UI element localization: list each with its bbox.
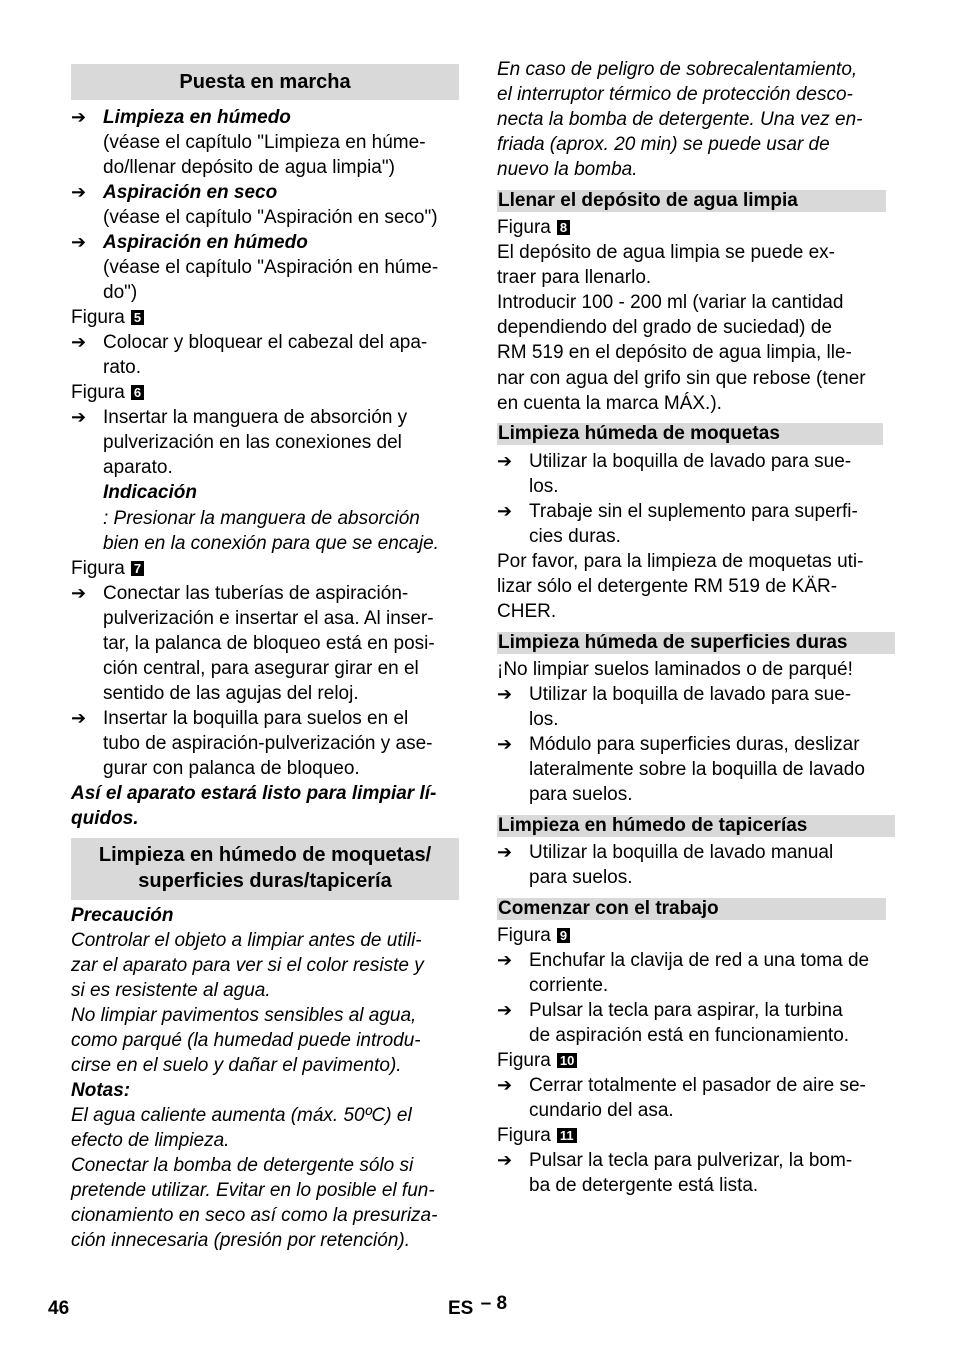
arrow-icon: ➔ [71,232,87,252]
language-code: ES [448,1298,474,1319]
text-line: como parqué (la humedad puede introdu- [71,1030,421,1051]
text-line: Controlar el objeto a limpiar antes de utili- [71,930,422,951]
text-line: RM 519 en el depósito de agua limpia, lle- [497,342,852,363]
heading-line: superficies duras/tapicería [138,870,392,892]
section-heading-tapicerias: Limpieza en húmedo de tapicerías [497,815,895,837]
note-title: Indicación [103,482,197,503]
text-line: El depósito de agua limpia se puede ex- [497,242,836,263]
text-line: Pulsar la tecla para pulverizar, la bom- [529,1150,853,1171]
text-line: dependiendo del grado de suciedad) de [497,317,832,338]
figure-ref: Figura 7 [71,556,144,581]
text-line: Utilizar la boquilla de lavado manual [529,842,834,863]
text-line: Utilizar la boquilla de lavado para sue- [529,684,852,705]
text-line: do/llenar depósito de agua limpia") [103,157,395,178]
text-line: lateralmente sobre la boquilla de lavado [529,759,865,780]
text-line: Colocar y bloquear el cabezal del apa- [103,332,428,353]
text-line: (véase el capítulo "Limpieza en húme- [103,132,426,153]
text-line: traer para llenarlo. [497,267,652,288]
text-line: tar, la palanca de bloqueo está en posi- [103,633,435,654]
notes-title: Notas: [71,1080,131,1101]
arrow-icon: ➔ [71,407,87,427]
arrow-icon: ➔ [497,842,513,862]
text-line: Así el aparato estará listo para limpiar lí- [71,783,437,804]
figure-ref: Figura 6 [71,380,144,405]
text-line: cies duras. [529,526,621,547]
arrow-icon: ➔ [497,1000,513,1020]
figure-number-badge: 11 [557,1128,577,1143]
text-line: efecto de limpieza. [71,1130,230,1151]
text-line: en cuenta la marca MÁX.). [497,393,722,414]
figure-number-badge: 7 [131,561,144,576]
page-number: 46 [48,1298,70,1319]
arrow-icon: ➔ [497,1150,513,1170]
caution-title: Precaución [71,905,174,926]
text-line: cundario del asa. [529,1100,674,1121]
text-line: Trabaje sin el suplemento para superfi- [529,501,858,522]
footer-dash: – [480,1293,492,1314]
text-line: zar el aparato para ver si el color resiste y [71,955,424,976]
heading-line: Limpieza en húmedo de moquetas/ [98,844,432,866]
text-line: gurar con palanca de bloqueo. [103,758,360,779]
text-line: Introducir 100 - 200 ml (variar la cantidad [497,292,844,313]
arrow-icon: ➔ [71,708,87,728]
text-line: pulverización e insertar el asa. Al inser- [103,608,434,629]
text-line: Conectar las tuberías de aspiración- [103,583,409,604]
figure-ref: Figura 9 [497,923,570,948]
text-line: los. [529,476,559,497]
text-line: No limpiar pavimentos sensibles al agua, [71,1005,417,1026]
figure-ref: Figura 5 [71,305,144,330]
section-page-number: 8 [496,1293,508,1314]
section-heading-moquetas: Limpieza húmeda de moquetas [497,423,883,445]
arrow-icon: ➔ [71,583,87,603]
text-line: Insertar la manguera de absorción y [103,407,408,428]
text-line: cionamiento en seco así como la presuriza- [71,1205,438,1226]
text-line: los. [529,709,559,730]
text-line: aparato. [103,457,173,478]
text-line: para suelos. [529,784,633,805]
text-line: Insertar la boquilla para suelos en el [103,708,409,729]
arrow-icon: ➔ [71,332,87,352]
item-title: Aspiración en seco [103,182,278,203]
figure-number-badge: 8 [557,220,570,235]
section-heading-llenar: Llenar el depósito de agua limpia [497,190,886,212]
text-line: nar con agua del grifo sin que rebose (tener [497,368,866,389]
text-line: pulverización en las conexiones del [103,432,402,453]
arrow-icon: ➔ [497,501,513,521]
text-line: Conectar la bomba de detergente sólo si [71,1155,414,1176]
figure-ref: Figura 10 [497,1048,577,1073]
figure-ref: Figura 8 [497,215,570,240]
figure-number-badge: 6 [131,385,144,400]
text-line: sentido de las agujas del reloj. [103,683,359,704]
text-line: nuevo la bomba. [497,159,638,180]
text-line: Enchufar la clavija de red a una toma de [529,950,870,971]
text-line: lizar sólo el detergente RM 519 de KÄR- [497,576,838,597]
figure-number-badge: 5 [131,310,144,325]
figure-number-badge: 9 [557,928,570,943]
text-line: cirse en el suelo y dañar el pavimento). [71,1055,402,1076]
text-line: ción central, para asegurar girar en el [103,658,419,679]
text-line: Módulo para superficies duras, deslizar [529,734,860,755]
text-line: ba de detergente está lista. [529,1175,759,1196]
arrow-icon: ➔ [497,1075,513,1095]
text-line: CHER. [497,601,557,622]
text-line: Cerrar totalmente el pasador de aire se- [529,1075,866,1096]
section-heading-duras: Limpieza húmeda de superficies duras [497,632,895,654]
arrow-icon: ➔ [71,107,87,127]
arrow-icon: ➔ [497,451,513,471]
text-line: (véase el capítulo "Aspiración en seco") [103,207,438,228]
section-heading-puesta: Puesta en marcha [71,64,459,100]
item-title: Limpieza en húmedo [103,107,291,128]
text-line: Por favor, para la limpieza de moquetas uti- [497,551,864,572]
text-line: rato. [103,357,142,378]
text-line: Utilizar la boquilla de lavado para sue- [529,451,852,472]
text-line: En caso de peligro de sobrecalentamiento, [497,59,858,80]
text-line: pretende utilizar. Evitar en lo posible el fun- [71,1180,435,1201]
arrow-icon: ➔ [497,684,513,704]
text-line: el interruptor térmico de protección desco- [497,84,853,105]
text-line: de aspiración está en funcionamiento. [529,1025,850,1046]
text-line: bien en la conexión para que se encaje. [103,533,439,554]
section-heading-comenzar: Comenzar con el trabajo [497,898,886,920]
text-line: corriente. [529,975,609,996]
figure-ref: Figura 11 [497,1123,577,1148]
text-line: para suelos. [529,867,633,888]
text-line: El agua caliente aumenta (máx. 50ºC) el [71,1105,412,1126]
text-line: ción innecesaria (presión por retención). [71,1230,411,1251]
text-line: friada (aprox. 20 min) se puede usar de [497,134,830,155]
footer-section-label [448,1293,508,1320]
warning-text: ¡No limpiar suelos laminados o de parqué! [497,659,853,680]
figure-number-badge: 10 [557,1053,577,1068]
text-line: quidos. [71,808,139,829]
item-title: Aspiración en húmedo [103,232,308,253]
text-line: necta la bomba de detergente. Una vez en- [497,109,863,130]
arrow-icon: ➔ [71,182,87,202]
arrow-icon: ➔ [497,950,513,970]
text-line: (véase el capítulo "Aspiración en húme- [103,257,439,278]
text-line: tubo de aspiración-pulverización y ase- [103,733,433,754]
text-line: do") [103,282,138,303]
arrow-icon: ➔ [497,734,513,754]
text-line: Pulsar la tecla para aspirar, la turbina [529,1000,843,1021]
section-heading-limpieza [71,838,459,900]
text-line: : Presionar la manguera de absorción [103,508,420,529]
text-line: si es resistente al agua. [71,980,271,1001]
